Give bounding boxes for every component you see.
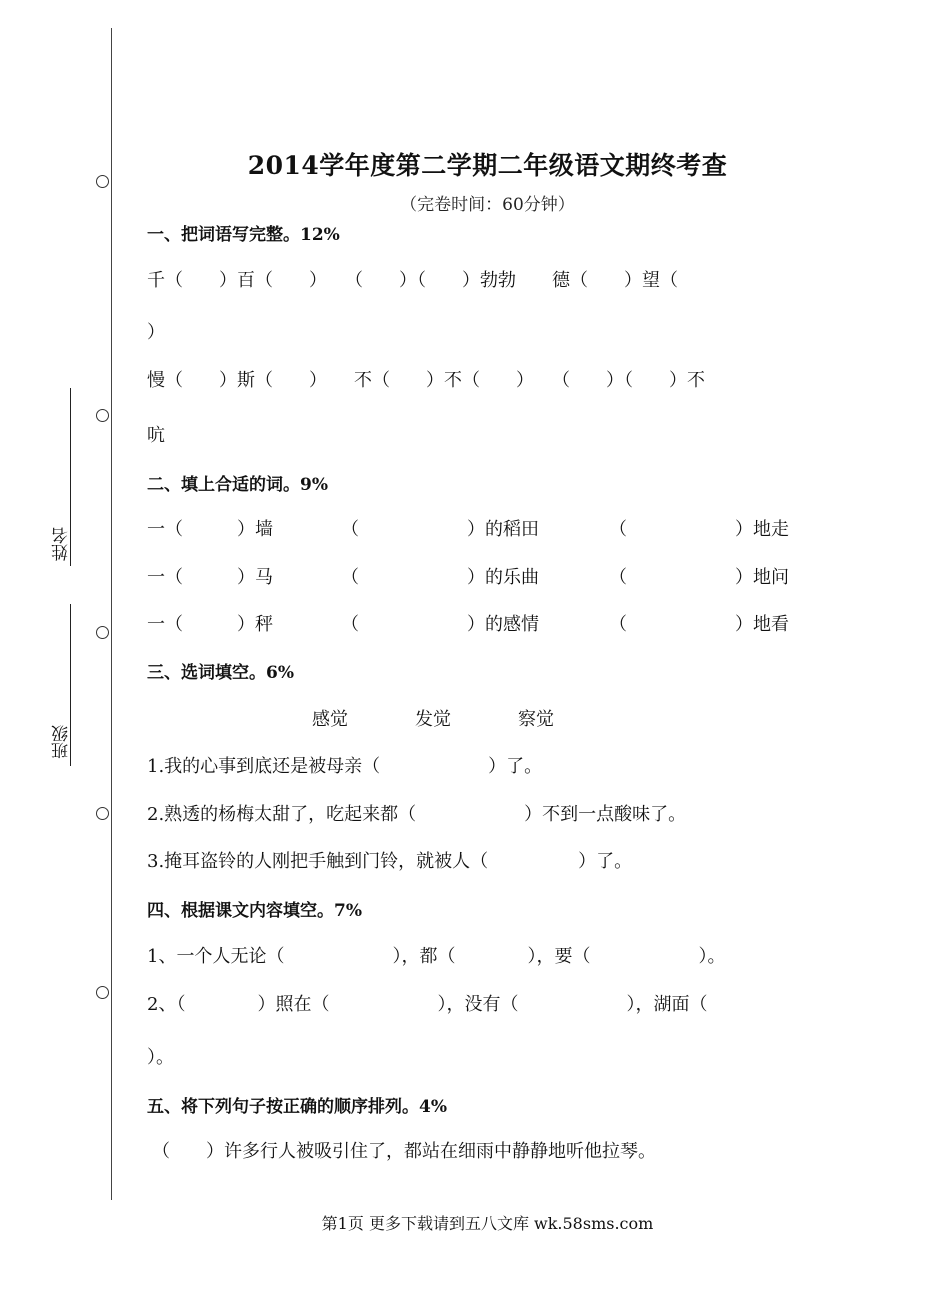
section-3-line: 3.掩耳盗铃的人刚把手触到门铃，就被人（ ）了。: [147, 851, 633, 872]
section-2-heading: 二、填上合适的词。9%: [147, 475, 328, 495]
binding-hole-icon: [96, 626, 109, 639]
fill-item: （ ）地问: [609, 567, 789, 588]
name-label: 姓名: [52, 527, 72, 561]
page-footer: 第1页 更多下载请到五八文库 wk.58sms.com: [321, 1214, 654, 1233]
fill-item: （ ）的乐曲: [341, 567, 539, 588]
section-1-line: 吭: [147, 425, 165, 446]
section-4-line: 2、（ ）照在（ ），没有（ ），湖面（: [147, 994, 708, 1015]
section-4-line: ）。: [147, 1047, 174, 1068]
fill-item: （ ）的感情: [341, 614, 539, 635]
binding-hole-icon: [96, 409, 109, 422]
section-1-heading: 一、把词语写完整。12%: [147, 225, 340, 245]
word-choice: 感觉: [312, 709, 348, 730]
binding-hole-icon: [96, 986, 109, 999]
fill-item: （ ）地走: [609, 519, 789, 540]
section-1-line: 千（ ）百（ ） （ ）（ ）勃勃 德（ ）望（: [147, 270, 678, 291]
page-title: 2014学年度第二学期二年级语文期终考查: [247, 151, 728, 180]
section-3-heading: 三、选词填空。6%: [147, 663, 294, 683]
section-3-line: 2.熟透的杨梅太甜了，吃起来都（ ）不到一点酸味了。: [147, 804, 687, 825]
section-5-line: （ ）许多行人被吸引住了，都站在细雨中静静地听他拉琴。: [152, 1141, 656, 1162]
page-subtitle: （完卷时间：60分钟）: [400, 195, 575, 215]
fill-item: 一（ ）秤: [147, 614, 273, 635]
section-1-line: ）: [147, 322, 165, 343]
fill-item: 一（ ）墙: [147, 519, 273, 540]
section-3-line: 1.我的心事到底还是被母亲（ ）了。: [147, 756, 543, 777]
fill-item: 一（ ）马: [147, 567, 273, 588]
binding-hole-icon: [96, 807, 109, 820]
section-4-line: 1、一个人无论（ ），都（ ），要（ ）。: [147, 946, 726, 967]
section-4-heading: 四、根据课文内容填空。7%: [147, 901, 362, 921]
word-choice: 发觉: [415, 709, 451, 730]
fill-item: （ ）地看: [609, 614, 789, 635]
word-choice: 察觉: [518, 709, 554, 730]
section-1-line: 慢（ ）斯（ ） 不（ ）不（ ） （ ）（ ）不: [147, 370, 705, 391]
fill-item: （ ）的稻田: [341, 519, 539, 540]
class-label: 班级: [52, 725, 72, 759]
section-5-heading: 五、将下列句子按正确的顺序排列。4%: [147, 1097, 447, 1117]
